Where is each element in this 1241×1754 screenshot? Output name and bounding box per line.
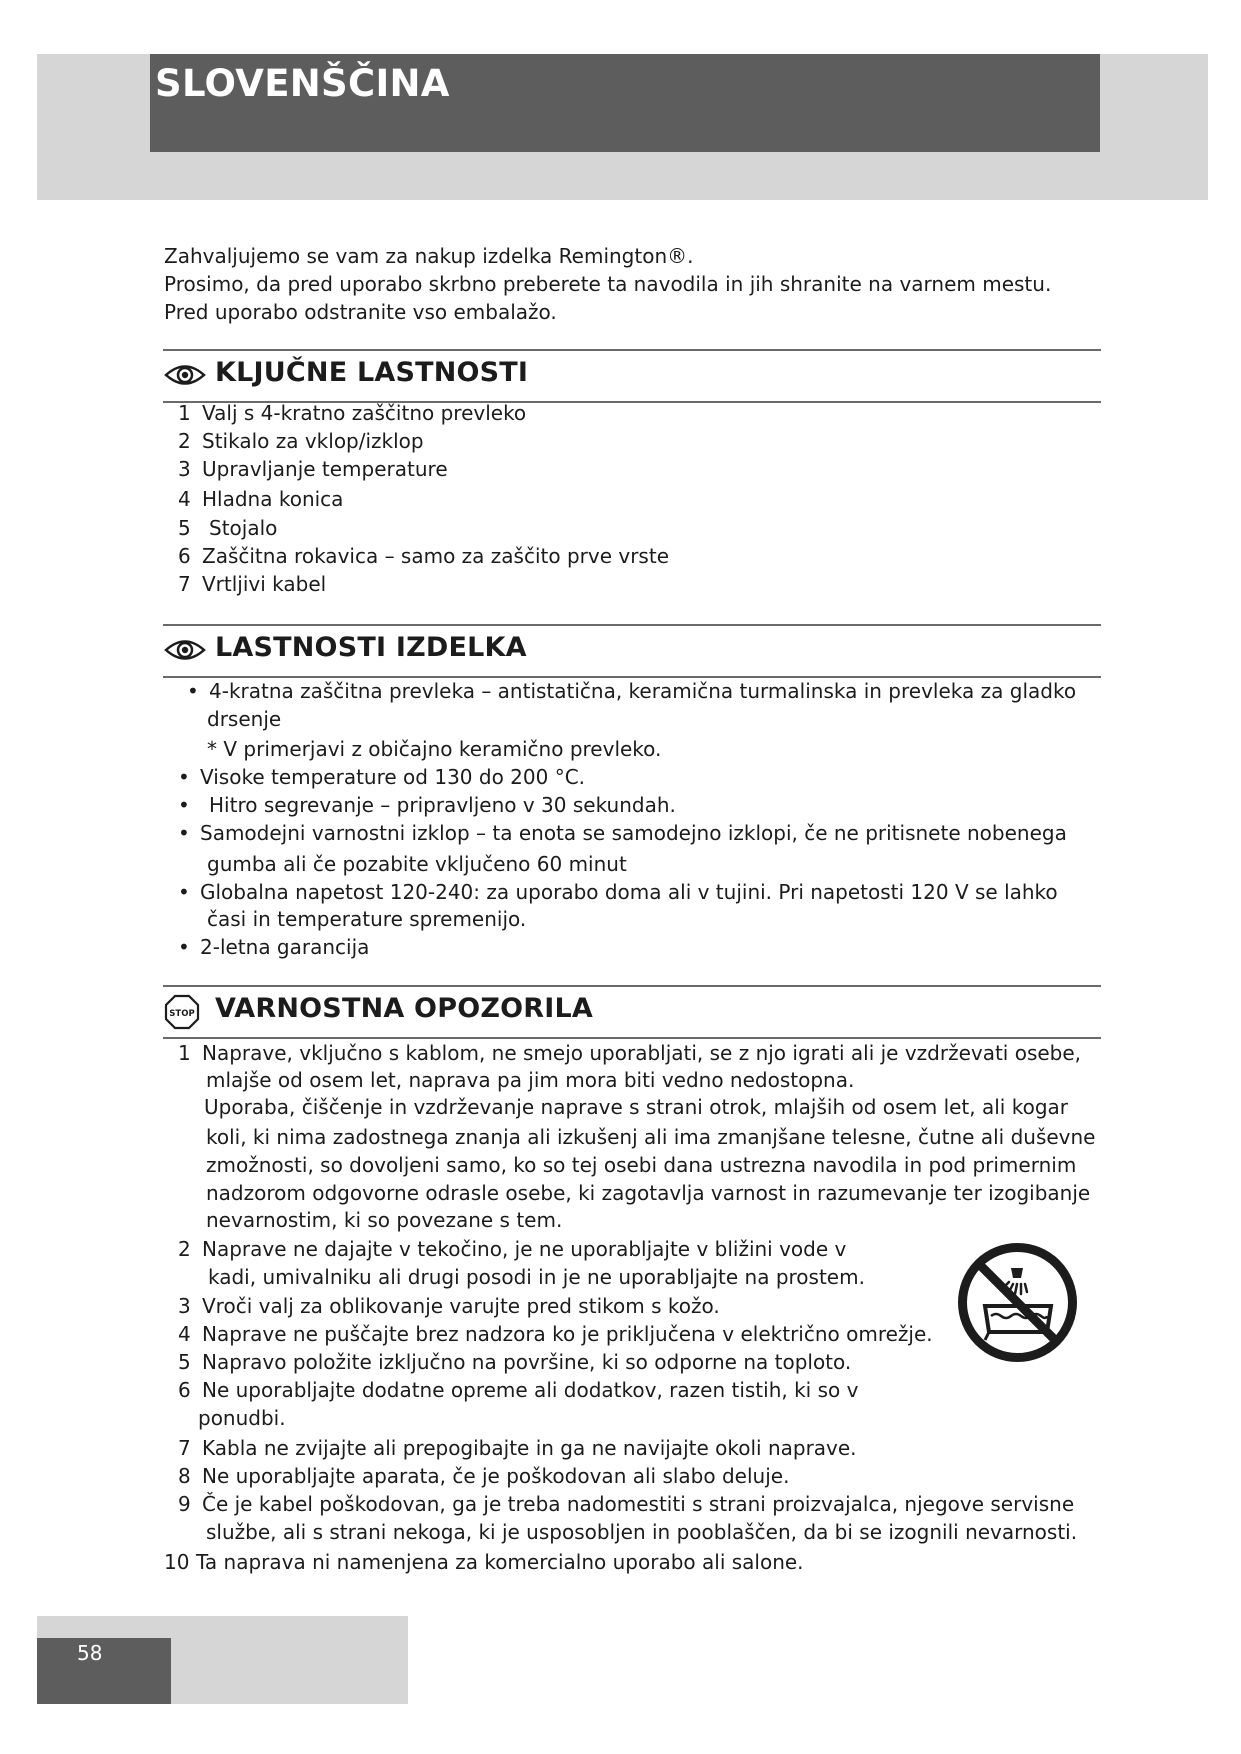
page-number-box [37, 1638, 171, 1704]
section-title: KLJUČNE LASTNOSTI [215, 357, 529, 388]
list-item-continuation: nadzorom odgovorne odrasle osebe, ki zagotavlja varnost in razumevanje ter izogibanje [206, 1181, 1091, 1205]
list-item: 4 Naprave ne puščajte brez nadzora ko je priključena v električno omrežje. [178, 1322, 933, 1346]
intro-line: Pred uporabo odstranite vso embalažo. [164, 300, 557, 324]
list-item-continuation: ponudbi. [198, 1406, 286, 1430]
list-item: 9 Če je kabel poškodovan, ga je treba nadomestiti s strani proizvajalca, njegove servisne [178, 1492, 1075, 1516]
stop-sign-icon [164, 994, 200, 1030]
list-item: 1 Naprave, vključno s kablom, ne smejo uporabljati, se z njo igrati ali je vzdrževati osebe, [178, 1041, 1082, 1065]
section-safety-heading [163, 985, 1101, 1039]
section-key-features-heading [163, 349, 1101, 403]
list-item-continuation: časi in temperature spremenijo. [207, 907, 527, 931]
footnote: * V primerjavi z običajno keramično prevleko. [207, 737, 662, 761]
list-item: 3 Upravljanje temperature [178, 457, 448, 481]
list-item: 6 Ne uporabljajte dodatne opreme ali dodatkov, razen tistih, ki so v [178, 1378, 859, 1402]
list-item: 1 Valj s 4-kratno zaščitno prevleko [178, 401, 527, 425]
section-title: LASTNOSTI IZDELKA [215, 632, 527, 663]
list-item: • Globalna napetost 120-240: za uporabo doma ali v tujini. Pri napetosti 120 V se lahko [178, 880, 1058, 904]
list-item-continuation: kadi, umivalniku ali drugi posodi in je ne uporabljajte na prostem. [208, 1265, 865, 1289]
list-item-continuation: drsenje [207, 707, 282, 731]
list-item: 8 Ne uporabljajte aparata, če je poškodovan ali slabo deluje. [178, 1464, 790, 1488]
eye-icon [164, 361, 206, 389]
list-item-continuation: mlajše od osem let, naprava pa jim mora biti vedno nedostopna. [206, 1068, 855, 1092]
intro-line: Zahvaljujemo se vam za nakup izdelka Remington®. [164, 244, 694, 268]
list-item: • 2-letna garancija [178, 935, 370, 959]
list-item: 7 Kabla ne zvijajte ali prepogibajte in ga ne navijajte okoli naprave. [178, 1436, 857, 1460]
list-item: 2 Stikalo za vklop/izklop [178, 429, 424, 453]
list-item: • 4-kratna zaščitna prevleka – antistatična, keramična turmalinska in prevleka za gladko [187, 679, 1077, 703]
list-item: 6 Zaščitna rokavica – samo za zaščito prve vrste [178, 544, 669, 568]
list-item: • Samodejni varnostni izklop – ta enota se samodejno izklopi, če ne pritisnete nobenega [178, 821, 1067, 845]
intro [164, 242, 1104, 326]
list-item: 3 Vroči valj za oblikovanje varujte pred stikom s kožo. [178, 1294, 720, 1318]
list-item: 4 Hladna konica [178, 487, 344, 511]
list-item: 2 Naprave ne dajajte v tekočino, je ne uporabljajte v bližini vode v [178, 1237, 847, 1261]
page-title: SLOVENŠČINA [155, 62, 450, 105]
section-product-features-heading [163, 624, 1101, 678]
list-item-continuation: gumba ali če pozabite vključeno 60 minut [207, 852, 627, 876]
svg-text:STOP: STOP [169, 1009, 195, 1019]
no-water-warning-icon [955, 1240, 1080, 1365]
list-item-continuation: službe, ali s strani nekoga, ki je usposobljen in pooblaščen, da bi se izognili nevarnosti. [206, 1520, 1078, 1544]
list-item: 5 Napravo položite izključno na površine, ki so odporne na toploto. [178, 1350, 852, 1374]
list-item: • Visoke temperature od 130 do 200 °C. [178, 765, 586, 789]
list-item-continuation: koli, ki nima zadostnega znanja ali izkušenj ali ima zmanjšane telesne, čutne ali duševne [206, 1125, 1096, 1149]
section-title: VARNOSTNA OPOZORILA [215, 993, 594, 1024]
eye-icon [164, 636, 206, 664]
list-item-continuation: Uporaba, čiščenje in vzdrževanje naprave s strani otrok, mlajših od osem let, ali kogar [204, 1095, 1068, 1119]
list-item: • Hitro segrevanje – pripravljeno v 30 sekundah. [178, 793, 676, 817]
intro-line: Prosimo, da pred uporabo skrbno preberete ta navodila in jih shranite na varnem mestu. [164, 272, 1052, 296]
list-item-continuation: nevarnostim, ki so povezane s tem. [206, 1208, 563, 1232]
list-item: 5 Stojalo [178, 516, 278, 540]
list-item-continuation: zmožnosti, so dovoljeni samo, ko so tej osebi dana ustrezna navodila in pod primernim [206, 1153, 1077, 1177]
page-number: 58 [77, 1641, 103, 1665]
list-item: 10 Ta naprava ni namenjena za komercialno uporabo ali salone. [164, 1550, 804, 1574]
list-item: 7 Vrtljivi kabel [178, 572, 327, 596]
